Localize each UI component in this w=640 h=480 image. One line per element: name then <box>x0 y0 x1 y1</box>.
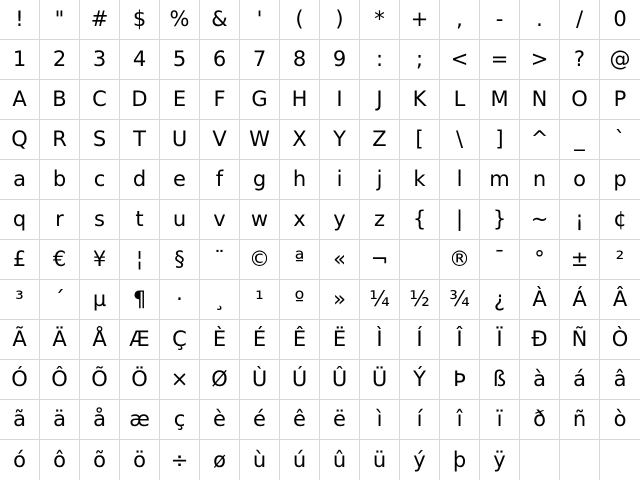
glyph-cell[interactable]: L <box>440 80 480 120</box>
glyph-cell[interactable]: = <box>480 40 520 80</box>
glyph-cell[interactable]: R <box>40 120 80 160</box>
glyph-cell-empty[interactable] <box>600 440 640 480</box>
glyph-cell-empty[interactable] <box>520 440 560 480</box>
glyph-cell[interactable]: i <box>320 160 360 200</box>
glyph-cell[interactable]: Ê <box>280 320 320 360</box>
glyph-cell[interactable]: d <box>120 160 160 200</box>
glyph-cell[interactable]: ¾ <box>440 280 480 320</box>
glyph-cell[interactable]: Q <box>0 120 40 160</box>
glyph-cell[interactable]: % <box>160 0 200 40</box>
glyph-cell[interactable]: c <box>80 160 120 200</box>
glyph-cell[interactable]: v <box>200 200 240 240</box>
glyph-cell[interactable]: 8 <box>280 40 320 80</box>
glyph-cell[interactable]: ¯ <box>480 240 520 280</box>
glyph-cell[interactable]: y <box>320 200 360 240</box>
glyph-cell[interactable]: N <box>520 80 560 120</box>
glyph-cell[interactable]: ì <box>360 400 400 440</box>
glyph-cell[interactable]: È <box>200 320 240 360</box>
glyph-cell[interactable]: ô <box>40 440 80 480</box>
glyph-cell[interactable]: æ <box>120 400 160 440</box>
glyph-cell[interactable]: É <box>240 320 280 360</box>
glyph-cell[interactable]: ? <box>560 40 600 80</box>
glyph-cell[interactable]: Ä <box>40 320 80 360</box>
glyph-cell[interactable]: Y <box>320 120 360 160</box>
glyph-cell[interactable]: î <box>440 400 480 440</box>
glyph-cell[interactable]: 9 <box>320 40 360 80</box>
glyph-cell[interactable]: } <box>480 200 520 240</box>
glyph-cell[interactable]: j <box>360 160 400 200</box>
glyph-cell[interactable] <box>400 240 440 280</box>
glyph-cell[interactable]: H <box>280 80 320 120</box>
glyph-cell[interactable]: u <box>160 200 200 240</box>
glyph-cell[interactable]: # <box>80 0 120 40</box>
glyph-cell[interactable]: ¿ <box>480 280 520 320</box>
glyph-cell[interactable]: ÿ <box>480 440 520 480</box>
glyph-cell[interactable]: Ù <box>240 360 280 400</box>
glyph-cell[interactable]: V <box>200 120 240 160</box>
glyph-cell[interactable]: ¹ <box>240 280 280 320</box>
glyph-cell[interactable]: Á <box>560 280 600 320</box>
glyph-cell[interactable]: Ú <box>280 360 320 400</box>
glyph-cell[interactable]: ð <box>520 400 560 440</box>
glyph-cell[interactable]: · <box>160 280 200 320</box>
glyph-cell[interactable]: µ <box>80 280 120 320</box>
glyph-cell[interactable]: J <box>360 80 400 120</box>
glyph-cell[interactable]: 4 <box>120 40 160 80</box>
glyph-cell[interactable]: [ <box>400 120 440 160</box>
glyph-cell[interactable]: & <box>200 0 240 40</box>
glyph-cell[interactable]: å <box>80 400 120 440</box>
glyph-cell[interactable]: € <box>40 240 80 280</box>
glyph-cell[interactable]: Ý <box>400 360 440 400</box>
glyph-cell[interactable]: × <box>160 360 200 400</box>
glyph-cell[interactable]: ® <box>440 240 480 280</box>
glyph-cell[interactable]: p <box>600 160 640 200</box>
glyph-cell[interactable]: ë <box>320 400 360 440</box>
glyph-cell[interactable]: Û <box>320 360 360 400</box>
glyph-cell[interactable]: Â <box>600 280 640 320</box>
glyph-cell[interactable]: ~ <box>520 200 560 240</box>
glyph-cell[interactable]: ¬ <box>360 240 400 280</box>
glyph-cell[interactable]: Ø <box>200 360 240 400</box>
glyph-cell[interactable]: a <box>0 160 40 200</box>
glyph-cell[interactable]: : <box>360 40 400 80</box>
glyph-cell[interactable]: À <box>520 280 560 320</box>
glyph-cell[interactable]: X <box>280 120 320 160</box>
glyph-cell[interactable]: \ <box>440 120 480 160</box>
glyph-cell[interactable]: 0 <box>600 0 640 40</box>
glyph-cell[interactable]: ¥ <box>80 240 120 280</box>
glyph-cell[interactable]: ä <box>40 400 80 440</box>
glyph-cell[interactable]: 3 <box>80 40 120 80</box>
glyph-cell[interactable]: Ö <box>120 360 160 400</box>
glyph-cell[interactable]: I <box>320 80 360 120</box>
glyph-cell[interactable]: è <box>200 400 240 440</box>
glyph-cell[interactable]: ' <box>240 0 280 40</box>
glyph-cell[interactable]: ¡ <box>560 200 600 240</box>
glyph-cell[interactable]: ! <box>0 0 40 40</box>
glyph-cell[interactable]: ° <box>520 240 560 280</box>
glyph-cell[interactable]: ] <box>480 120 520 160</box>
glyph-cell[interactable]: T <box>120 120 160 160</box>
glyph-cell[interactable]: ² <box>600 240 640 280</box>
glyph-cell[interactable]: » <box>320 280 360 320</box>
glyph-cell[interactable]: h <box>280 160 320 200</box>
glyph-cell[interactable]: ¢ <box>600 200 640 240</box>
glyph-cell[interactable]: ) <box>320 0 360 40</box>
glyph-cell[interactable]: Æ <box>120 320 160 360</box>
glyph-cell[interactable]: b <box>40 160 80 200</box>
glyph-cell[interactable]: ¨ <box>200 240 240 280</box>
glyph-cell[interactable]: Ã <box>0 320 40 360</box>
glyph-cell[interactable]: Ë <box>320 320 360 360</box>
glyph-cell[interactable]: ê <box>280 400 320 440</box>
glyph-cell[interactable]: s <box>80 200 120 240</box>
glyph-cell[interactable]: q <box>0 200 40 240</box>
glyph-cell[interactable]: ; <box>400 40 440 80</box>
glyph-cell[interactable]: Î <box>440 320 480 360</box>
glyph-cell[interactable]: x <box>280 200 320 240</box>
glyph-cell[interactable]: Ó <box>0 360 40 400</box>
glyph-cell[interactable]: û <box>320 440 360 480</box>
glyph-cell[interactable]: l <box>440 160 480 200</box>
glyph-cell[interactable]: ¼ <box>360 280 400 320</box>
glyph-cell[interactable]: E <box>160 80 200 120</box>
glyph-cell[interactable]: Ô <box>40 360 80 400</box>
glyph-cell[interactable]: " <box>40 0 80 40</box>
glyph-cell[interactable]: ø <box>200 440 240 480</box>
glyph-cell[interactable]: $ <box>120 0 160 40</box>
glyph-cell[interactable]: S <box>80 120 120 160</box>
glyph-cell[interactable]: 1 <box>0 40 40 80</box>
glyph-cell[interactable]: _ <box>560 120 600 160</box>
glyph-cell[interactable]: ó <box>0 440 40 480</box>
glyph-cell[interactable]: / <box>560 0 600 40</box>
glyph-cell[interactable]: A <box>0 80 40 120</box>
glyph-cell[interactable]: ½ <box>400 280 440 320</box>
glyph-cell[interactable]: Ï <box>480 320 520 360</box>
glyph-cell[interactable]: é <box>240 400 280 440</box>
glyph-cell[interactable]: < <box>440 40 480 80</box>
glyph-cell[interactable]: © <box>240 240 280 280</box>
glyph-cell[interactable]: g <box>240 160 280 200</box>
glyph-cell[interactable]: Å <box>80 320 120 360</box>
glyph-cell[interactable]: ÷ <box>160 440 200 480</box>
glyph-cell[interactable]: C <box>80 80 120 120</box>
glyph-cell[interactable]: z <box>360 200 400 240</box>
glyph-cell[interactable]: @ <box>600 40 640 80</box>
glyph-cell[interactable]: + <box>400 0 440 40</box>
glyph-cell[interactable]: £ <box>0 240 40 280</box>
glyph-cell[interactable]: w <box>240 200 280 240</box>
glyph-cell[interactable]: § <box>160 240 200 280</box>
glyph-cell[interactable]: | <box>440 200 480 240</box>
glyph-cell[interactable]: . <box>520 0 560 40</box>
glyph-cell[interactable]: o <box>560 160 600 200</box>
glyph-cell[interactable]: ö <box>120 440 160 480</box>
glyph-cell[interactable]: K <box>400 80 440 120</box>
glyph-cell[interactable]: { <box>400 200 440 240</box>
glyph-cell[interactable]: ç <box>160 400 200 440</box>
glyph-cell[interactable]: 2 <box>40 40 80 80</box>
glyph-cell[interactable]: õ <box>80 440 120 480</box>
glyph-cell[interactable]: ü <box>360 440 400 480</box>
glyph-cell[interactable]: m <box>480 160 520 200</box>
glyph-cell[interactable]: ï <box>480 400 520 440</box>
glyph-cell[interactable]: Ò <box>600 320 640 360</box>
glyph-cell[interactable]: e <box>160 160 200 200</box>
glyph-cell[interactable]: Í <box>400 320 440 360</box>
glyph-cell[interactable]: Ì <box>360 320 400 360</box>
glyph-cell[interactable]: r <box>40 200 80 240</box>
glyph-cell[interactable]: G <box>240 80 280 120</box>
glyph-cell[interactable]: Ð <box>520 320 560 360</box>
glyph-cell[interactable]: á <box>560 360 600 400</box>
glyph-cell[interactable]: ù <box>240 440 280 480</box>
glyph-cell[interactable]: F <box>200 80 240 120</box>
glyph-cell[interactable]: þ <box>440 440 480 480</box>
glyph-cell[interactable]: W <box>240 120 280 160</box>
glyph-cell[interactable]: ú <box>280 440 320 480</box>
glyph-cell[interactable]: f <box>200 160 240 200</box>
glyph-cell[interactable]: ± <box>560 240 600 280</box>
glyph-cell[interactable]: , <box>440 0 480 40</box>
glyph-cell[interactable]: º <box>280 280 320 320</box>
glyph-cell[interactable]: k <box>400 160 440 200</box>
glyph-cell[interactable]: Z <box>360 120 400 160</box>
glyph-cell[interactable]: â <box>600 360 640 400</box>
glyph-cell[interactable]: ã <box>0 400 40 440</box>
glyph-cell[interactable]: Þ <box>440 360 480 400</box>
glyph-cell[interactable]: - <box>480 0 520 40</box>
glyph-cell[interactable]: B <box>40 80 80 120</box>
glyph-cell[interactable]: D <box>120 80 160 120</box>
glyph-cell[interactable]: ß <box>480 360 520 400</box>
glyph-cell[interactable]: t <box>120 200 160 240</box>
glyph-cell[interactable]: ¸ <box>200 280 240 320</box>
glyph-cell[interactable]: 7 <box>240 40 280 80</box>
glyph-cell[interactable]: > <box>520 40 560 80</box>
glyph-cell-empty[interactable] <box>560 440 600 480</box>
glyph-cell[interactable]: 6 <box>200 40 240 80</box>
glyph-cell[interactable]: ñ <box>560 400 600 440</box>
glyph-cell[interactable]: « <box>320 240 360 280</box>
glyph-cell[interactable]: * <box>360 0 400 40</box>
glyph-cell[interactable]: P <box>600 80 640 120</box>
glyph-cell[interactable]: Ñ <box>560 320 600 360</box>
glyph-cell[interactable]: ` <box>600 120 640 160</box>
glyph-cell[interactable]: M <box>480 80 520 120</box>
glyph-cell[interactable]: ¶ <box>120 280 160 320</box>
glyph-cell[interactable]: ³ <box>0 280 40 320</box>
glyph-cell[interactable]: Ü <box>360 360 400 400</box>
glyph-cell[interactable]: ª <box>280 240 320 280</box>
glyph-cell[interactable]: Ç <box>160 320 200 360</box>
glyph-cell[interactable]: ( <box>280 0 320 40</box>
glyph-cell[interactable]: ý <box>400 440 440 480</box>
glyph-cell[interactable]: 5 <box>160 40 200 80</box>
glyph-cell[interactable]: ¦ <box>120 240 160 280</box>
glyph-cell[interactable]: U <box>160 120 200 160</box>
glyph-cell[interactable]: ^ <box>520 120 560 160</box>
glyph-cell[interactable]: ´ <box>40 280 80 320</box>
glyph-cell[interactable]: Õ <box>80 360 120 400</box>
glyph-cell[interactable]: à <box>520 360 560 400</box>
glyph-cell[interactable]: O <box>560 80 600 120</box>
glyph-cell[interactable]: n <box>520 160 560 200</box>
glyph-cell[interactable]: í <box>400 400 440 440</box>
glyph-cell[interactable]: ò <box>600 400 640 440</box>
